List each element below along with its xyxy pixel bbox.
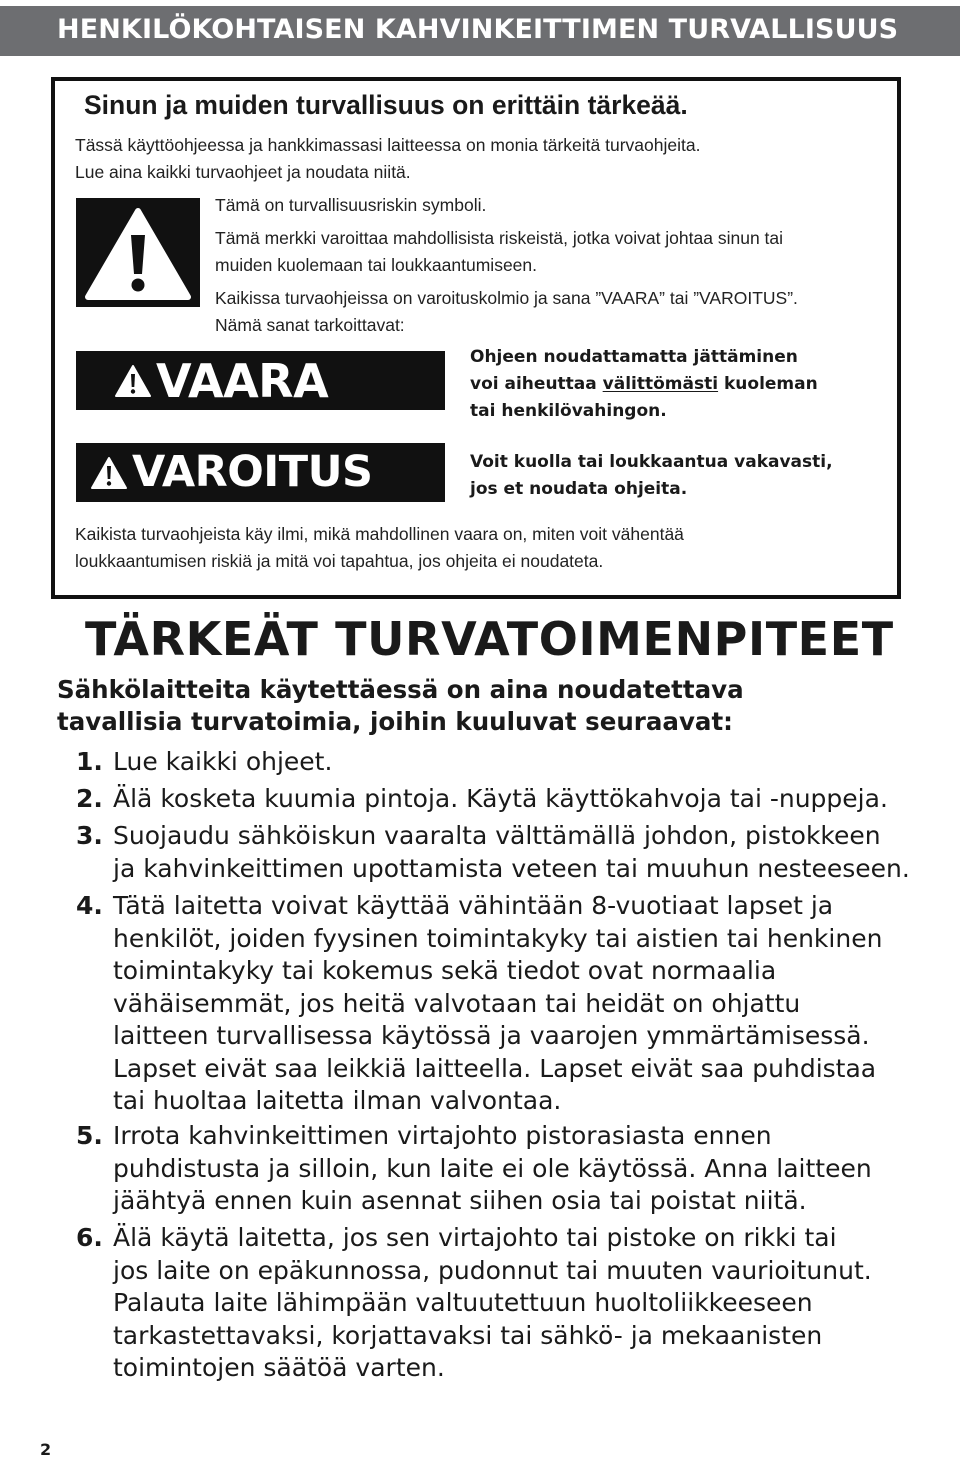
- safety-intro-line-2: Lue aina kaikki turvaohjeet ja noudata niitä.: [75, 162, 411, 182]
- item-line: Lue kaikki ohjeet.: [113, 747, 333, 776]
- danger-word: VAARA: [156, 353, 329, 408]
- item-line: Lapset eivät saa leikkiä laitteella. Lapset eivät saa puhdistaa: [113, 1053, 877, 1083]
- warning-triangle-icon: [76, 198, 200, 307]
- item-line: henkilöt, joiden fyysinen toimintakyky tai aistien tai henkinen: [113, 923, 883, 953]
- important-intro: [57, 674, 744, 738]
- item-line: laitteen turvallisessa käytössä ja vaarojen ymmärtämisessä.: [113, 1021, 870, 1050]
- closing-line-2: loukkaantumisen riskiä ja mitä voi tapahtua, jos ohjeita ei noudateta.: [75, 551, 604, 571]
- item-line: vähäisemmät, jos heitä valvotaan tai heidät on ohjattu: [113, 988, 801, 1018]
- item-number: 4.: [76, 891, 103, 920]
- item-line: Älä käytä laitetta, jos sen virtajohto tai pistoke on rikki tai: [113, 1223, 837, 1252]
- item-line: Irrota kahvinkeittimen virtajohto pistorasiasta ennen: [113, 1121, 772, 1150]
- item-line: tai huoltaa laitetta ilman valvontaa.: [113, 1086, 562, 1115]
- item-line: puhdistusta ja silloin, kun laite ei ole käytössä. Anna laitteen: [113, 1153, 872, 1183]
- item-line: Palauta laite lähimpään valtuutettuun huoltoliikkeeseen: [113, 1288, 813, 1317]
- item-number: 6.: [76, 1223, 103, 1252]
- header-bar: [0, 6, 960, 56]
- item-line: jos laite on epäkunnossa, pudonnut tai muuten vaurioitunut.: [113, 1255, 872, 1285]
- danger-desc-line-3: tai henkilövahingon.: [470, 401, 667, 421]
- symbol-line-3: muiden kuolemaan tai loukkaantumiseen.: [215, 255, 537, 275]
- item-number: 5.: [76, 1121, 103, 1150]
- warning-desc-line-1: Voit kuolla tai loukkaantua vakavasti,: [470, 452, 833, 472]
- warning-word: VAROITUS: [132, 447, 373, 497]
- item-line: toimintojen säätöä varten.: [113, 1353, 445, 1382]
- item-number: 3.: [76, 821, 103, 850]
- closing-line-1: Kaikista turvaohjeista käy ilmi, mikä mahdollinen vaara on, miten voit vähentää: [75, 524, 684, 544]
- danger-desc-line-2: voi aiheuttaa välittömästi kuoleman: [470, 374, 818, 394]
- danger-triangle-icon: [114, 364, 152, 398]
- intro-line-1: Sähkölaitteita käytettäessä on aina noudatettava: [57, 675, 744, 704]
- danger-desc-line-1: Ohjeen noudattamatta jättäminen: [470, 347, 798, 367]
- safety-intro-line-1: Tässä käyttöohjeessa ja hankkimassasi laitteessa on monia tärkeitä turvaohjeita.: [75, 135, 701, 155]
- safety-box-title: Sinun ja muiden turvallisuus on erittäin tärkeää.: [84, 90, 688, 120]
- item-line: ja kahvinkeittimen upottamista veteen tai muuhun nesteeseen.: [113, 853, 910, 883]
- item-line: Älä kosketa kuumia pintoja. Käytä käyttökahvoja tai -nuppeja.: [113, 784, 888, 813]
- warning-desc-line-2: jos et noudata ohjeita.: [470, 479, 688, 499]
- item-number: 2.: [76, 784, 103, 813]
- page-number: 2: [40, 1440, 52, 1459]
- safety-info-box: [51, 77, 901, 599]
- item-line: jäähtyä ennen kuin asennat siihen osia tai poistat niitä.: [113, 1186, 807, 1215]
- item-number: 1.: [76, 747, 103, 776]
- item-line: Suojaudu sähköiskun vaaralta välttämällä johdon, pistokkeen: [113, 821, 881, 850]
- important-safeguards-title: TÄRKEÄT TURVATOIMENPITEET: [85, 612, 894, 666]
- warning-signal-label: [76, 443, 445, 502]
- symbol-line-1: Tämä on turvallisuusriskin symboli.: [215, 195, 487, 215]
- danger-signal-label: [76, 351, 445, 410]
- symbol-line-2: Tämä merkki varoittaa mahdollisista riskeistä, jotka voivat johtaa sinun tai: [215, 228, 784, 248]
- header-title: HENKILÖKOHTAISEN KAHVINKEITTIMEN TURVALLISUUS: [57, 14, 899, 45]
- symbol-line-4: Kaikissa turvaohjeissa on varoituskolmio ja sana ”VAARA” tai ”VAROITUS”.: [215, 288, 798, 308]
- item-line: tarkastettavaksi, korjattavaksi tai sähkö- ja mekaanisten: [113, 1320, 823, 1350]
- item-line: Tätä laitetta voivat käyttää vähintään 8-vuotiaat lapset ja: [113, 891, 834, 920]
- item-line: toimintakyky tai kokemus sekä tiedot ovat normaalia: [113, 956, 777, 985]
- warning-small-triangle-icon: [90, 456, 128, 490]
- symbol-line-5: Nämä sanat tarkoittavat:: [215, 315, 405, 335]
- intro-line-2: tavallisia turvatoimia, joihin kuuluvat seuraavat:: [57, 707, 733, 736]
- immediately-underlined: välittömästi: [602, 374, 719, 394]
